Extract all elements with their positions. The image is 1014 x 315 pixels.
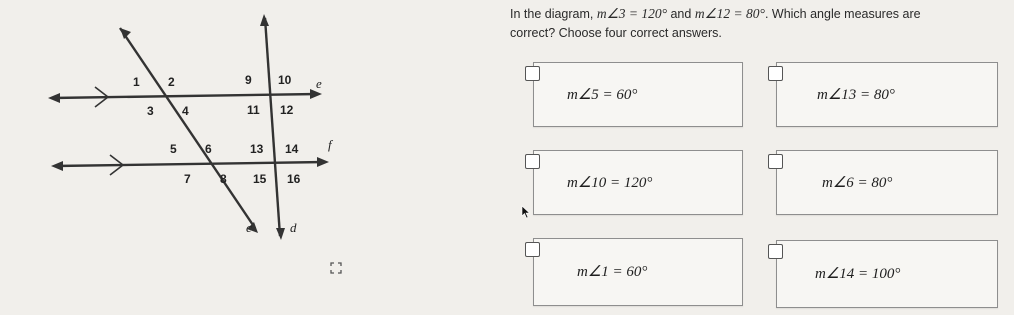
question-rest: . Which angle measures are <box>764 7 921 21</box>
line-label-e: e <box>316 76 322 91</box>
answer-choice-1[interactable] <box>533 62 743 127</box>
angle-label-6: 6 <box>205 142 212 156</box>
line-d-arrow-top <box>260 14 269 26</box>
angle-label-14: 14 <box>285 142 299 156</box>
answer-choice-2[interactable] <box>776 62 998 127</box>
choice-text-1: m∠5 = 60° <box>567 87 638 103</box>
choice-text-5: m∠1 = 60° <box>577 264 648 280</box>
angle-label-12: 12 <box>280 103 294 117</box>
answer-choice-3[interactable] <box>533 150 743 215</box>
angle-label-9: 9 <box>245 73 252 87</box>
question-angle-12: m∠12 = 80° <box>694 6 765 21</box>
choice-text-3: m∠10 = 120° <box>567 175 653 191</box>
question-text <box>510 4 1000 43</box>
line-c-arrow-top <box>120 28 131 39</box>
question-and: and <box>670 7 692 21</box>
line-e <box>52 94 318 98</box>
checkbox-3[interactable] <box>525 154 540 169</box>
line-f <box>55 162 325 166</box>
angle-label-8: 8 <box>220 172 227 186</box>
question-line-2: correct? Choose four correct answers. <box>510 26 722 40</box>
line-label-f: f <box>328 137 332 152</box>
answer-choice-4[interactable] <box>776 150 998 215</box>
mouse-cursor-icon <box>521 205 531 219</box>
angle-label-1: 1 <box>133 75 140 89</box>
angle-label-16: 16 <box>287 172 301 186</box>
line-c <box>120 28 255 228</box>
angle-label-13: 13 <box>250 142 264 156</box>
question-angle-3: m∠3 = 120° <box>596 6 667 21</box>
line-label-c: c <box>246 220 252 235</box>
expand-icon[interactable] <box>330 262 342 274</box>
choice-text-2: m∠13 = 80° <box>817 87 895 103</box>
angle-label-5: 5 <box>170 142 177 156</box>
choice-text-4: m∠6 = 80° <box>822 175 893 191</box>
checkbox-4[interactable] <box>768 154 783 169</box>
choice-text-6: m∠14 = 100° <box>815 266 901 282</box>
answer-choice-5[interactable] <box>533 238 743 306</box>
angle-label-10: 10 <box>278 73 292 87</box>
angle-label-4: 4 <box>182 104 189 118</box>
angle-label-3: 3 <box>147 104 154 118</box>
checkbox-6[interactable] <box>768 244 783 259</box>
question-prefix: In the diagram, <box>510 7 594 21</box>
line-label-d: d <box>290 220 297 235</box>
angle-label-15: 15 <box>253 172 267 186</box>
checkbox-1[interactable] <box>525 66 540 81</box>
line-d <box>265 18 280 236</box>
checkbox-2[interactable] <box>768 66 783 81</box>
checkbox-5[interactable] <box>525 242 540 257</box>
answer-choice-6[interactable] <box>776 240 998 308</box>
geometry-diagram <box>0 0 500 315</box>
angle-label-11: 11 <box>247 103 260 117</box>
angle-label-7: 7 <box>184 172 191 186</box>
line-e-arrow-left <box>48 93 60 103</box>
line-f-arrow-left <box>51 161 63 171</box>
line-d-arrow-bottom <box>276 228 285 240</box>
line-f-arrow-right <box>317 157 329 167</box>
angle-label-2: 2 <box>168 75 175 89</box>
